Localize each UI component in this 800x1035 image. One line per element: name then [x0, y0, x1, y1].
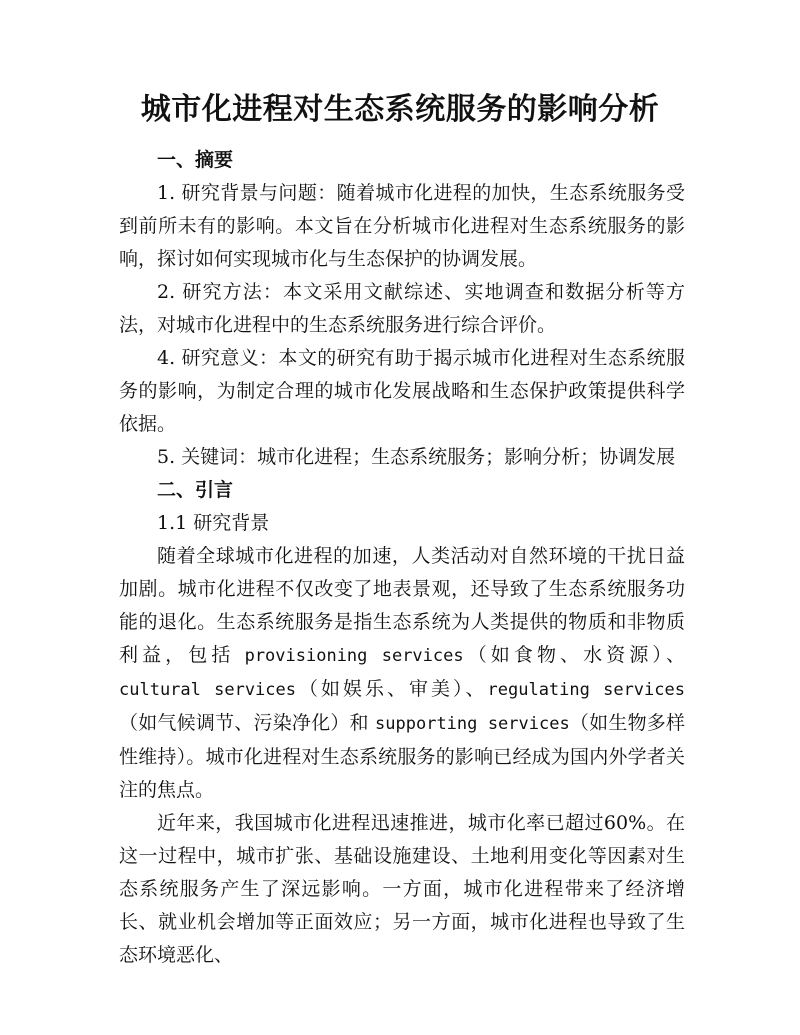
- term-provisioning-services: provisioning services: [244, 646, 464, 666]
- subsection-heading-background: 1.1 研究背景: [157, 512, 270, 534]
- abstract-item-significance: 4. 研究意义：本文的研究有助于揭示城市化进程对生态系统服务的影响，为制定合理的城市化发展战略和生态保护政策提供科学依据。: [119, 347, 685, 435]
- section-heading-introduction: 二、引言: [157, 479, 234, 501]
- term-supporting-services: supporting services: [375, 714, 570, 734]
- abstract-item-keywords: 5. 关键词：城市化进程；生态系统服务；影响分析；协调发展: [157, 446, 676, 468]
- paragraph-text: （如生物多样性维持）。城市化进程对生态系统服务的影响已经成为国内外学者关注的焦点。: [119, 712, 685, 801]
- term-regulating-services: regulating services: [487, 680, 685, 700]
- paragraph-text: （如气候调节、污染净化）和: [119, 712, 376, 734]
- document-body: [119, 144, 685, 972]
- term-cultural-services: cultural services: [119, 680, 296, 700]
- section-heading-abstract: 一、摘要: [157, 149, 234, 171]
- paragraph-text: （如食物、水资源）、: [463, 644, 685, 666]
- document-title: 城市化进程对生态系统服务的影响分析: [140, 92, 660, 127]
- paragraph-text: （如娱乐、审美）、: [296, 678, 488, 700]
- introduction-paragraph-2: 近年来，我国城市化进程迅速推进，城市化率已超过60%。在这一过程中，城市扩张、基础设施建设、土地利用变化等因素对生态系统服务产生了深远影响。一方面，城市化进程带来了经济增长、就业机会增加等正面效应；另一方面，城市化进程也导致了生态环境恶化、: [119, 812, 685, 966]
- paragraph-text: 随着全球城市化进程的加速，人类活动对自然环境的干扰日益加剧。城市化进程不仅改变了地表景观，还导致了生态系统服务功能的退化。生态系统服务是指生态系统为人类提供的物质和非物质利益，包括: [119, 545, 685, 666]
- abstract-item-background: 1. 研究背景与问题：随着城市化进程的加快，生态系统服务受到前所未有的影响。本文旨在分析城市化进程对生态系统服务的影响，探讨如何实现城市化与生态保护的协调发展。: [119, 182, 685, 270]
- introduction-paragraph-1: [119, 540, 685, 807]
- abstract-item-methods: 2. 研究方法：本文采用文献综述、实地调查和数据分析等方法，对城市化进程中的生态系统服务进行综合评价。: [119, 281, 685, 336]
